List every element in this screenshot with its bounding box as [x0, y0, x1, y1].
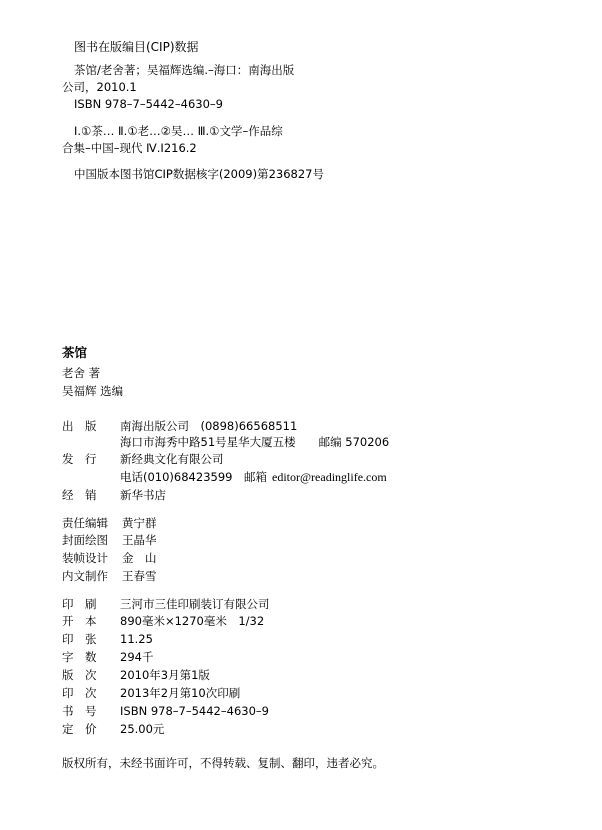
distributor-value: 新经典文化有限公司 [120, 452, 224, 466]
credit-value: 金 山 [122, 551, 157, 565]
spec-label: 书 号 [62, 704, 97, 718]
credit-label: 封面绘图 [62, 533, 108, 547]
spec-value: 三河市三佳印刷装订有限公司 [120, 597, 270, 611]
credit-value: 王晶华 [122, 533, 157, 547]
publisher-value: 南海出版公司 (0898)66568511 [120, 419, 298, 433]
cip-title: 图书在版编目(CIP)数据 [74, 40, 199, 54]
cip-line-4: Ⅰ.①茶… Ⅱ.①老…②吴… Ⅲ.①文学–作品综 [74, 124, 283, 138]
copyright-notice: 版权所有，未经书面许可，不得转载、复制、翻印，违者必究。 [62, 756, 384, 770]
book-editor: 吴福辉 选编 [62, 384, 124, 398]
distributor-label: 发 行 [62, 452, 97, 466]
spec-label: 字 数 [62, 650, 97, 664]
cip-line-5: 合集–中国–现代 Ⅳ.I216.2 [62, 141, 197, 155]
spec-label: 印 次 [62, 686, 97, 700]
spec-value: ISBN 978–7–5442–4630–9 [120, 704, 269, 718]
spec-value: 11.25 [120, 632, 153, 646]
credit-value: 王春雪 [122, 569, 157, 583]
spec-value: 890毫米×1270毫米 1/32 [120, 614, 265, 628]
spec-value: 25.00元 [120, 722, 165, 736]
publisher-label: 出 版 [62, 419, 97, 433]
seller-label: 经 销 [62, 488, 97, 502]
spec-value: 2013年2月第10次印刷 [120, 686, 241, 700]
spec-label: 开 本 [62, 614, 97, 628]
publisher-address: 海口市海秀中路51号星华大厦五楼 邮编 570206 [120, 435, 390, 449]
credit-label: 责任编辑 [62, 516, 108, 530]
credit-label: 内文制作 [62, 569, 108, 583]
cip-line-1: 茶馆/老舍著；吴福辉选编.–海口：南海出版 [74, 63, 295, 77]
book-author: 老舍 著 [62, 366, 101, 380]
spec-value: 2010年3月第1版 [120, 668, 210, 682]
credit-value: 黄宁群 [122, 516, 157, 530]
cip-line-6: 中国版本图书馆CIP数据核字(2009)第236827号 [74, 167, 324, 181]
spec-label: 定 价 [62, 722, 97, 736]
distributor-phone: 电话(010)68423599 [120, 470, 233, 484]
spec-value: 294千 [120, 650, 154, 664]
book-title: 茶馆 [62, 345, 88, 360]
email-link[interactable]: editor@readinglife.com [272, 470, 387, 484]
credit-label: 装帧设计 [62, 551, 108, 565]
spec-label: 版 次 [62, 668, 97, 682]
cip-line-3: ISBN 978–7–5442–4630–9 [74, 97, 223, 111]
spec-label: 印 刷 [62, 597, 97, 611]
email-label: 邮箱 [244, 470, 267, 484]
spec-label: 印 张 [62, 632, 97, 646]
seller-value: 新华书店 [120, 488, 166, 502]
cip-line-2: 公司，2010.1 [62, 80, 137, 94]
